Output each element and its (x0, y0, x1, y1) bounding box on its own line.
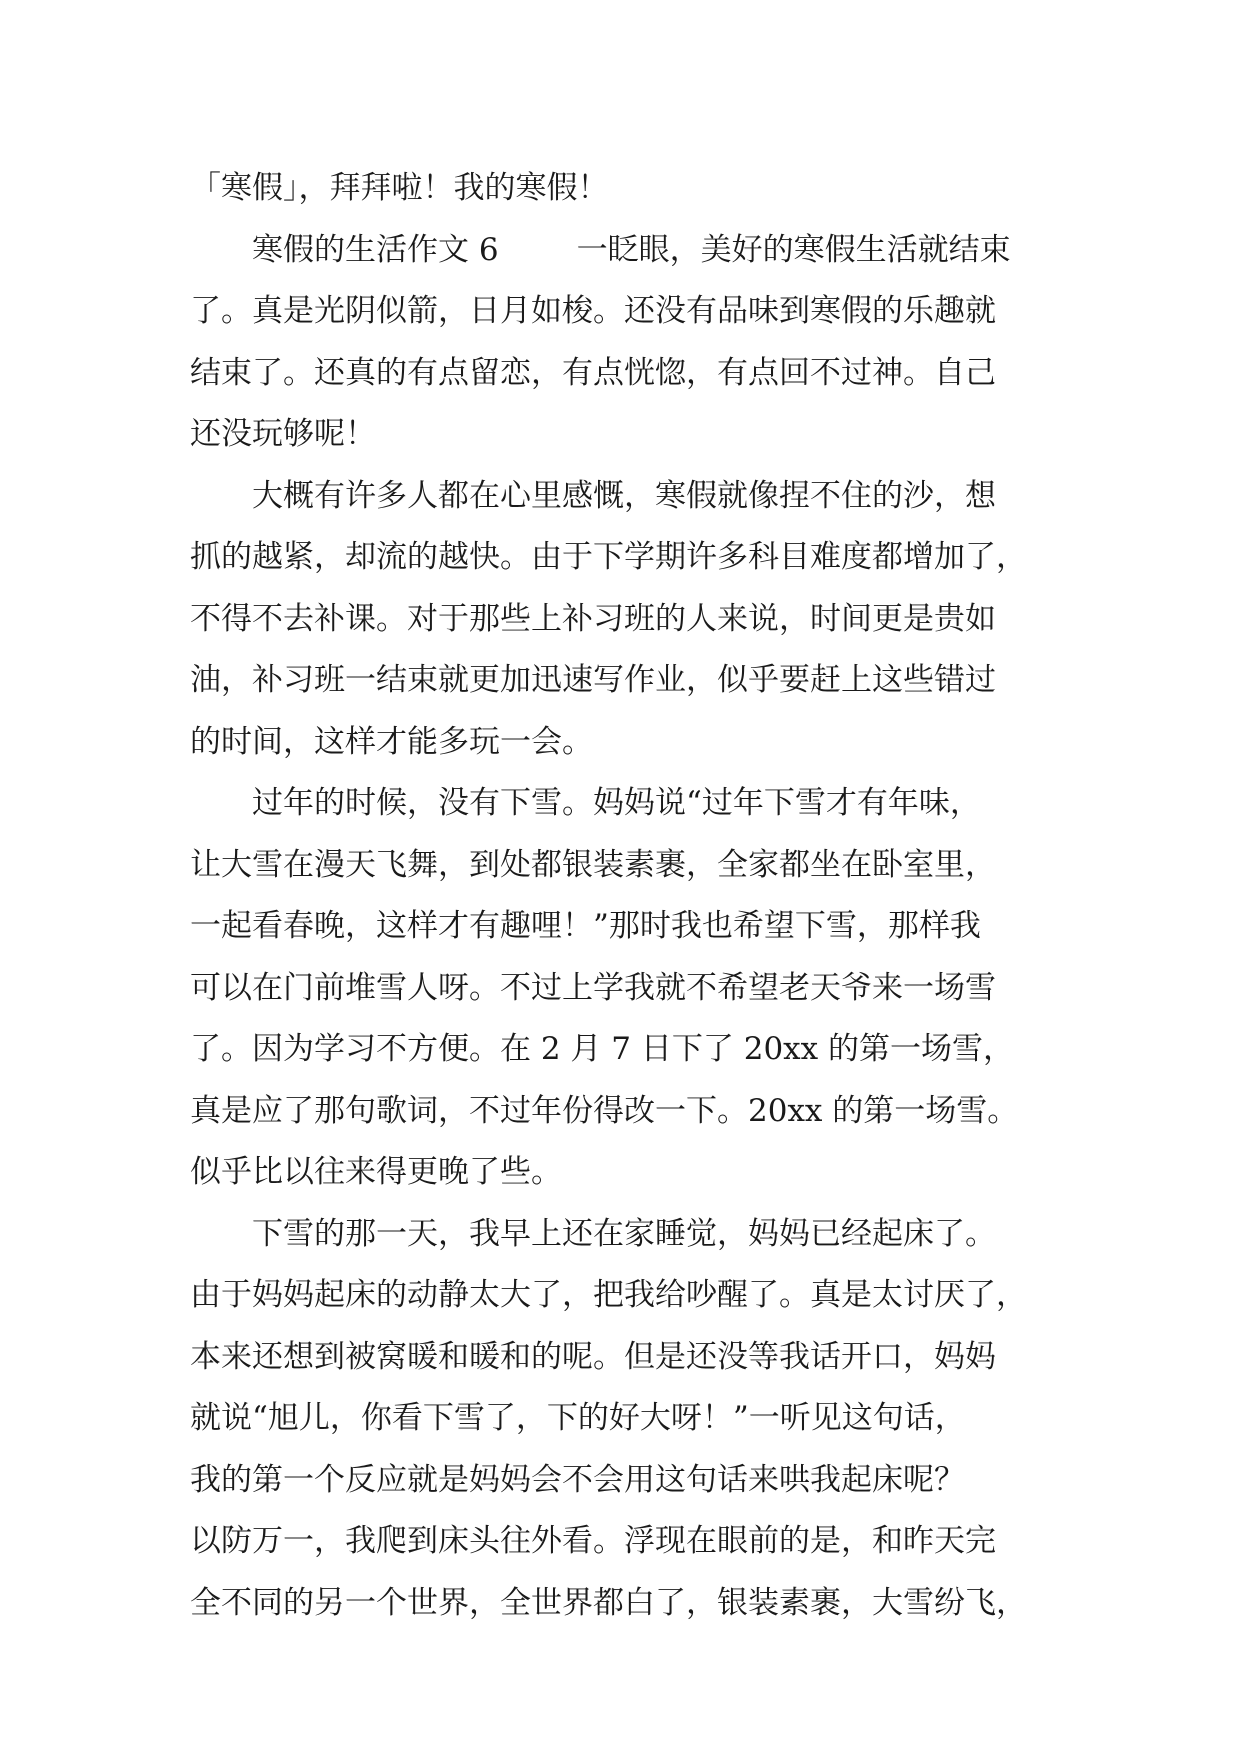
text-line: 结束了。还真的有点留恋，有点恍惚，有点回不过神。自己 (190, 354, 996, 391)
text-line: 的时间，这样才能多玩一会。 (190, 723, 593, 760)
text-line: 了。真是光阴似箭，日月如梭。还没有品味到寒假的乐趣就 (190, 293, 996, 329)
text-line: 一眨眼，美好的寒假生活就结束 (576, 231, 1011, 268)
text-line: 一起看春晚，这样才有趣哩！”那时我也希望下雪，那样我 (190, 908, 981, 944)
paragraph-first-line: 大概有许多人都在心里感慨，寒假就像捏不住的沙，想 (252, 477, 996, 514)
text-line: 全不同的另一个世界，全世界都白了，银装素裹，大雪纷飞， (190, 1584, 1027, 1621)
text-line: 以防万一，我爬到床头往外看。浮现在眼前的是，和昨天完 (190, 1523, 996, 1559)
text-line: 还没玩够呢！ (190, 416, 376, 452)
paragraph-first-line: 下雪的那一天，我早上还在家睡觉，妈妈已经起床了。 (252, 1215, 996, 1252)
text-line: 似乎比以往来得更晚了些。 (190, 1154, 562, 1190)
section-heading-line (190, 220, 1070, 282)
text-line: 由于妈妈起床的动静太大了，把我给吵醒了。真是太讨厌了， (190, 1277, 1027, 1313)
text-line: 我的第一个反应就是妈妈会不会用这句话来哄我起床呢？ (190, 1461, 965, 1498)
text-line: 可以在门前堆雪人呀。不过上学我就不希望老天爷来一场雪 (190, 969, 996, 1006)
text-line: 不得不去补课。对于那些上补习班的人来说，时间更是贵如 (190, 600, 996, 637)
text-line: 本来还想到被窝暖和暖和的呢。但是还没等我话开口，妈妈 (190, 1338, 996, 1375)
text-line: 就说“旭儿，你看下雪了，下的好大呀！”一听见这句话， (190, 1400, 966, 1436)
section-heading: 寒假的生活作文 6 (252, 231, 499, 268)
text-line: 让大雪在漫天飞舞，到处都银装素裹，全家都坐在卧室里， (190, 846, 996, 883)
text-line: 抓的越紧，却流的越快。由于下学期许多科目难度都增加了， (190, 539, 1027, 575)
paragraph-first-line: 过年的时候，没有下雪。妈妈说“过年下雪才有年味， (252, 785, 981, 821)
document-body (190, 158, 1070, 1634)
text-line: 真是应了那句歌词，不过年份得改一下。20xx 的第一场雪。 (190, 1092, 1019, 1129)
text-line: 了。因为学习不方便。在 2 月 7 日下了 20xx 的第一场雪， (190, 1031, 1014, 1067)
text-line: 油，补习班一结束就更加迅速写作业，似乎要赶上这些错过 (190, 662, 996, 698)
text-line: 「寒假」，拜拜啦！我的寒假！ (190, 170, 609, 206)
